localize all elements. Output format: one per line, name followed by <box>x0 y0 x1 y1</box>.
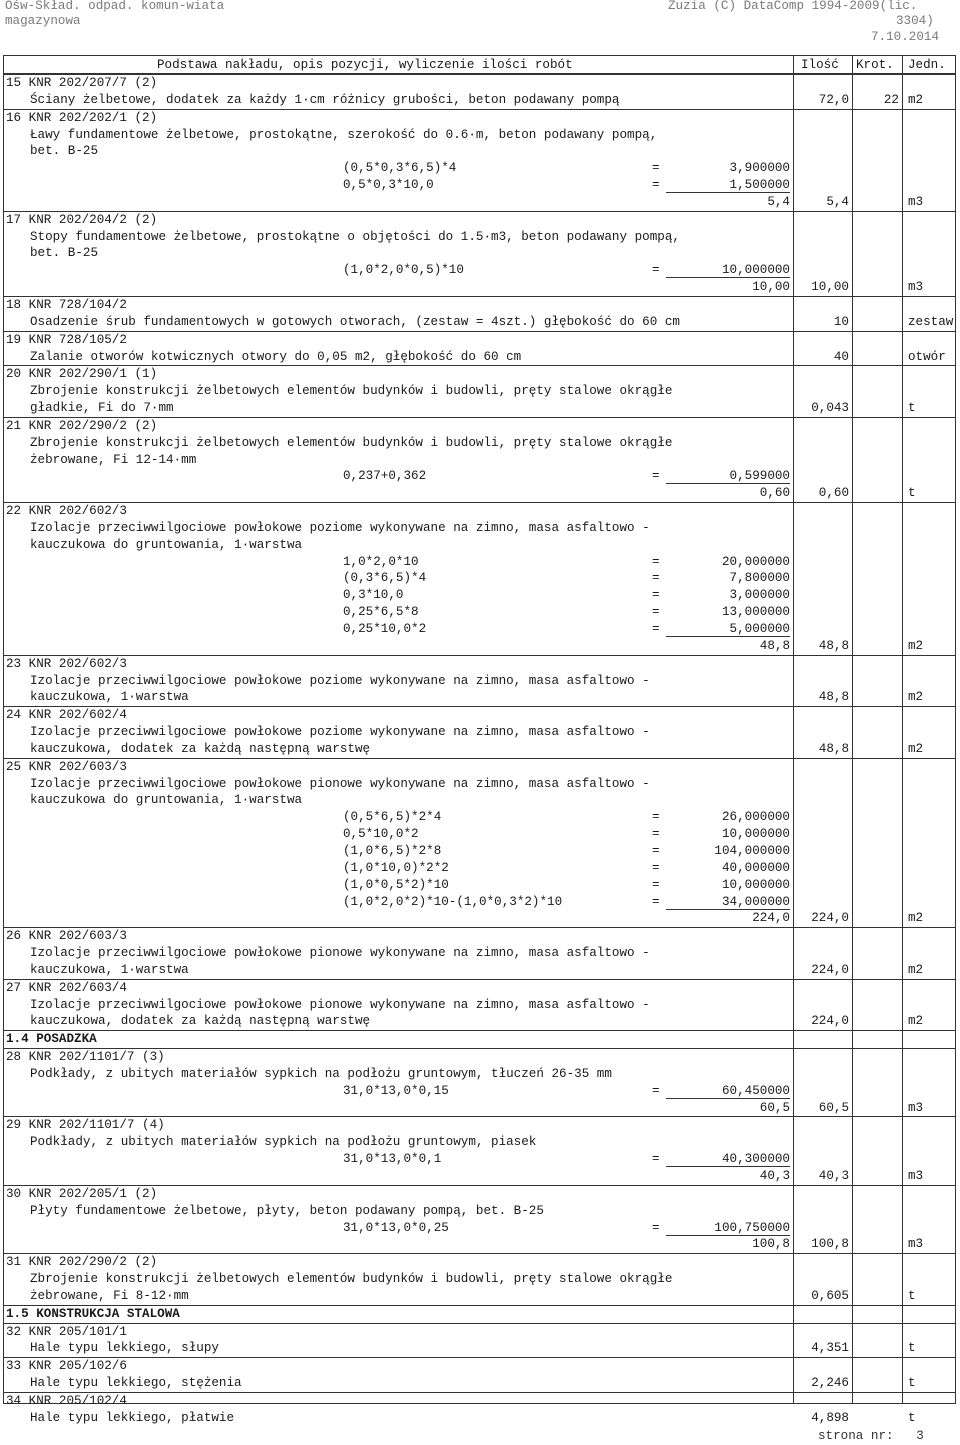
position-code: 20 KNR 202/290/1 (1) <box>6 367 158 382</box>
position-code: 34 KNR 205/102/4 <box>6 1393 127 1408</box>
calc-value <box>730 587 790 604</box>
document-date: 7.10.2014 <box>871 30 940 44</box>
unit-value: m3 <box>908 1237 924 1252</box>
total-value: 100,8 <box>811 1237 849 1252</box>
position-description: Izolacje przeciwwilgociowe powłokowe pionowe wykonywane na zimno, masa asfaltowo - <box>30 946 650 961</box>
quantity-value: 0,043 <box>811 401 849 416</box>
total-value: 5,4 <box>826 194 849 209</box>
description-row <box>4 245 955 262</box>
description-row <box>4 1066 955 1083</box>
position-description: bet. B-25 <box>30 246 99 261</box>
description-row <box>4 962 955 979</box>
position-row <box>4 211 955 229</box>
position-row <box>4 1116 955 1134</box>
calc-value <box>730 160 790 177</box>
position-code: 16 KNR 202/202/1 (2) <box>6 110 158 125</box>
calc-expression: 0,3*10,0 <box>343 588 404 603</box>
position-description: Stopy fundamentowe żelbetowe, prostokątne o objętości do 1.5·m3, beton podawany pompą, <box>30 229 680 244</box>
section-heading-row <box>4 1305 955 1323</box>
unit-value: m2 <box>908 638 924 653</box>
position-description: gładkie, Fi do 7·mm <box>30 401 174 416</box>
equals-sign: = <box>652 605 660 620</box>
calc-expression: 0,25*10,0*2 <box>343 622 427 636</box>
total-value: 60,5 <box>818 1100 849 1115</box>
position-description: żebrowane, Fi 12-14·mm <box>30 452 197 467</box>
calc-value-text: 26,000000 <box>721 810 790 825</box>
position-code: 17 KNR 202/204/2 (2) <box>6 212 158 227</box>
unit-value: t <box>908 401 916 416</box>
total-value: 48,8 <box>818 638 849 653</box>
table-body <box>4 74 955 1427</box>
section-heading: 1.5 KONSTRUKCJA STALOWA <box>6 1306 180 1321</box>
description-row <box>4 143 955 160</box>
calc-expression: (0,5*0,3*6,5)*4 <box>343 161 457 176</box>
position-description: Hale typu lekkiego, płatwie <box>30 1410 235 1425</box>
calc-row <box>4 826 955 843</box>
unit-value: m2 <box>908 962 924 977</box>
position-row <box>4 502 955 520</box>
quantity-value: 72,0 <box>818 92 849 107</box>
calc-expression: (1,0*2,0*0,5)*10 <box>343 263 464 278</box>
position-row <box>4 417 955 435</box>
quantity-value: 224,0 <box>811 962 849 977</box>
calc-value-text: 1,500000 <box>666 178 790 193</box>
position-code: 26 KNR 202/603/3 <box>6 929 127 944</box>
position-description: Ściany żelbetowe, dodatek za każdy 1·cm różnicy grubości, beton podawany pompą <box>30 92 620 107</box>
position-code: 22 KNR 202/602/3 <box>6 504 127 519</box>
position-description: kauczukowa, 1·warstwa <box>30 962 189 977</box>
calc-expression: 1,0*2,0*10 <box>343 554 419 569</box>
unit-value: otwór <box>908 349 946 364</box>
subtotal-qty: 5,4 <box>767 194 790 209</box>
position-code: 23 KNR 202/602/3 <box>6 656 127 671</box>
calc-expression: 31,0*13,0*0,1 <box>343 1152 442 1167</box>
position-code: 33 KNR 205/102/6 <box>6 1359 127 1374</box>
subtotal-qty: 10,00 <box>752 280 790 295</box>
col-unit: Jedn. <box>908 58 946 72</box>
calc-value-text: 60,450000 <box>666 1084 790 1099</box>
description-row <box>4 741 955 758</box>
calc-row <box>4 570 955 587</box>
equals-sign: = <box>652 161 660 176</box>
position-description: Podkłady, z ubitych materiałów sypkich na podłożu gruntowym, tłuczeń 26-35 mm <box>30 1066 612 1081</box>
unit-value: m2 <box>908 741 924 756</box>
position-row <box>4 979 955 997</box>
description-row <box>4 435 955 452</box>
description-row <box>4 1271 955 1288</box>
unit-value: m2 <box>908 1014 924 1029</box>
total-value: 40,3 <box>818 1169 849 1183</box>
subtotal-qty: 40,3 <box>759 1169 790 1183</box>
calc-row <box>4 468 955 485</box>
quantity-value: 48,8 <box>818 690 849 705</box>
subtotal-qty: 224,0 <box>752 911 790 926</box>
subtotal-row <box>4 1100 955 1117</box>
position-code: 21 KNR 202/290/2 (2) <box>6 418 158 433</box>
total-value: 0,60 <box>818 486 849 501</box>
description-row <box>4 724 955 741</box>
description-row <box>4 1410 955 1427</box>
position-row <box>4 1357 955 1375</box>
calc-row <box>4 177 955 194</box>
calc-expression: 0,25*6,5*8 <box>343 605 419 620</box>
position-description: Hale typu lekkiego, słupy <box>30 1341 219 1356</box>
calc-value <box>722 554 790 571</box>
subtotal-row <box>4 1168 955 1185</box>
calc-value <box>666 177 790 194</box>
calc-expression: (0,5*6,5)*2*4 <box>343 810 442 825</box>
description-row <box>4 349 955 366</box>
calc-value-text: 13,000000 <box>721 605 790 620</box>
quantity-value: 40 <box>833 349 849 364</box>
page-value: 3 <box>916 1429 924 1443</box>
unit-value: zestaw <box>908 314 954 329</box>
description-row <box>4 1340 955 1357</box>
calc-row <box>4 809 955 826</box>
calc-value <box>666 1151 790 1168</box>
license-number: 3304) <box>896 14 934 28</box>
calc-value <box>722 877 790 894</box>
position-description: żebrowane, Fi 8-12·mm <box>30 1288 189 1303</box>
cost-table <box>3 55 956 1425</box>
position-row <box>4 331 955 349</box>
subtotal-qty: 60,5 <box>759 1100 790 1115</box>
position-code: 27 KNR 202/603/4 <box>6 980 127 995</box>
equals-sign: = <box>652 469 660 484</box>
total-value: 10,00 <box>811 280 849 295</box>
position-code: 30 KNR 202/205/1 (2) <box>6 1186 158 1201</box>
total-value: 224,0 <box>811 911 849 926</box>
calc-expression: (0,3*6,5)*4 <box>343 571 427 586</box>
position-description: Zbrojenie konstrukcji żelbetowych elementów budynków i budowli, pręty stalowe okrągłe <box>30 384 673 399</box>
equals-sign: = <box>652 860 660 875</box>
unit-value: t <box>908 486 916 501</box>
unit-value: t <box>908 1410 916 1425</box>
calc-value <box>666 468 790 485</box>
equals-sign: = <box>652 810 660 825</box>
quantity-value: 4,898 <box>811 1410 849 1425</box>
position-code: 29 KNR 202/1101/7 (4) <box>6 1118 165 1133</box>
col-times: Krot. <box>856 58 894 72</box>
position-row <box>4 109 955 127</box>
quantity-value: 48,8 <box>818 741 849 756</box>
description-row <box>4 792 955 809</box>
position-code: 31 KNR 202/290/2 (2) <box>6 1255 158 1270</box>
subtotal-row <box>4 910 955 927</box>
position-description: Zbrojenie konstrukcji żelbetowych elementów budynków i budowli, pręty stalowe okrągłe <box>30 435 673 450</box>
description-row <box>4 127 955 144</box>
subtotal-qty: 48,8 <box>759 638 790 653</box>
position-code: 15 KNR 202/207/7 (2) <box>6 76 158 90</box>
calc-row <box>4 262 955 279</box>
calc-row <box>4 843 955 860</box>
subtotal-row <box>4 279 955 296</box>
position-code: 18 KNR 728/104/2 <box>6 297 127 312</box>
calc-value-text: 40,000000 <box>721 860 790 875</box>
calc-row <box>4 1083 955 1100</box>
subtotal-row <box>4 194 955 211</box>
position-description: Zbrojenie konstrukcji żelbetowych elementów budynków i budowli, pręty stalowe okrągłe <box>30 1272 673 1287</box>
position-description: Izolacje przeciwwilgociowe powłokowe poziome wykonywane na zimno, masa asfaltowo - <box>30 520 650 535</box>
calc-value-text: 3,000000 <box>729 588 790 603</box>
description-row <box>4 400 955 417</box>
position-code: 28 KNR 202/1101/7 (3) <box>6 1050 165 1065</box>
unit-value: m3 <box>908 1169 924 1183</box>
table-header <box>4 56 955 74</box>
description-row <box>4 92 955 109</box>
subtotal-row <box>4 485 955 502</box>
position-description: kauczukowa, dodatek za każdą następną warstwę <box>30 1014 371 1029</box>
unit-value: m3 <box>908 194 924 209</box>
position-row <box>4 655 955 673</box>
position-description: Izolacje przeciwwilgociowe powłokowe poziome wykonywane na zimno, masa asfaltowo - <box>30 673 650 688</box>
quantity-value: 10 <box>833 314 849 329</box>
unit-value: m2 <box>908 690 924 705</box>
page-number <box>818 1429 924 1443</box>
calc-value <box>666 621 790 638</box>
calc-value-text: 3,900000 <box>729 161 790 176</box>
calc-expression: (1,0*10,0)*2*2 <box>343 860 449 875</box>
equals-sign: = <box>652 877 660 892</box>
calc-value-text: 34,000000 <box>666 895 790 910</box>
calc-value <box>666 1220 790 1237</box>
description-row <box>4 1013 955 1030</box>
equals-sign: = <box>652 1083 660 1098</box>
position-description: Ławy fundamentowe żelbetowe, prostokątne, szerokość do 0.6·m, beton podawany pompą, <box>30 127 658 142</box>
project-name: Ośw-Skład. odpad. komun-wiata <box>5 0 225 13</box>
equals-sign: = <box>652 178 660 193</box>
position-description: Zalanie otworów kotwicznych otwory do 0,05 m2, głębokość do 60 cm <box>30 349 522 364</box>
section-heading-row <box>4 1030 955 1048</box>
quantity-value: 0,605 <box>811 1288 849 1303</box>
project-name-cont: magazynowa <box>5 14 81 28</box>
calc-row <box>4 587 955 604</box>
position-description: Hale typu lekkiego, stężenia <box>30 1376 242 1391</box>
position-description: Izolacje przeciwwilgociowe powłokowe poziome wykonywane na zimno, masa asfaltowo - <box>30 725 650 740</box>
calc-value-text: 104,000000 <box>714 843 790 858</box>
calc-value-text: 10,000000 <box>666 263 790 278</box>
calc-row <box>4 160 955 177</box>
equals-sign: = <box>652 622 660 636</box>
position-row <box>4 758 955 776</box>
calc-row <box>4 894 955 911</box>
description-row <box>4 776 955 793</box>
description-row <box>4 452 955 469</box>
calc-value-text: 20,000000 <box>721 554 790 569</box>
calc-expression: (1,0*0,5*2)*10 <box>343 877 449 892</box>
description-row <box>4 383 955 400</box>
position-code: 19 KNR 728/105/2 <box>6 332 127 347</box>
equals-sign: = <box>652 843 660 858</box>
position-row <box>4 296 955 314</box>
quantity-value: 4,351 <box>811 1341 849 1356</box>
subtotal-row <box>4 1236 955 1253</box>
calc-expression: 0,237+0,362 <box>343 469 427 484</box>
equals-sign: = <box>652 571 660 586</box>
calc-value <box>722 604 790 621</box>
equals-sign: = <box>652 1220 660 1235</box>
calc-row <box>4 554 955 571</box>
unit-value: t <box>908 1376 916 1391</box>
col-description: Podstawa nakładu, opis pozycji, wyliczenie ilości robót <box>157 58 573 72</box>
position-row <box>4 1323 955 1341</box>
position-row <box>4 365 955 383</box>
calc-expression: 31,0*13,0*0,15 <box>343 1083 449 1098</box>
position-row <box>4 1253 955 1271</box>
quantity-value: 224,0 <box>811 1014 849 1029</box>
description-row <box>4 537 955 554</box>
equals-sign: = <box>652 554 660 569</box>
position-description: Izolacje przeciwwilgociowe powłokowe pionowe wykonywane na zimno, masa asfaltowo - <box>30 776 650 791</box>
position-description: kauczukowa do gruntowania, 1·warstwa <box>30 793 303 808</box>
calc-value <box>722 860 790 877</box>
calc-row <box>4 1151 955 1168</box>
unit-value: t <box>908 1288 916 1303</box>
position-description: kauczukowa, dodatek za każdą następną warstwę <box>30 741 371 756</box>
calc-value-text: 100,750000 <box>666 1221 790 1236</box>
calc-value <box>714 843 790 860</box>
description-row <box>4 229 955 246</box>
position-description: kauczukowa do gruntowania, 1·warstwa <box>30 537 303 552</box>
description-row <box>4 673 955 690</box>
calc-row <box>4 604 955 621</box>
position-row <box>4 706 955 724</box>
page-header <box>0 0 960 50</box>
calc-value-text: 10,000000 <box>721 877 790 892</box>
description-row <box>4 1288 955 1305</box>
description-row <box>4 689 955 706</box>
calc-expression: 0,5*10,0*2 <box>343 827 419 842</box>
position-code: 32 KNR 205/101/1 <box>6 1324 127 1339</box>
calc-row <box>4 877 955 894</box>
calc-row <box>4 621 955 638</box>
page-label: strona nr: <box>818 1429 894 1443</box>
equals-sign: = <box>652 263 660 278</box>
calc-expression: 31,0*13,0*0,25 <box>343 1220 449 1235</box>
description-row <box>4 314 955 331</box>
description-row <box>4 1203 955 1220</box>
calc-value-text: 0,599000 <box>666 469 790 484</box>
position-row <box>4 1048 955 1066</box>
subtotal-row <box>4 638 955 655</box>
subtotal-qty: 100,8 <box>752 1237 790 1252</box>
position-description: Podkłady, z ubitych materiałów sypkich na podłożu gruntowym, piasek <box>30 1135 537 1150</box>
unit-value: m2 <box>908 92 924 107</box>
position-description: bet. B-25 <box>30 144 99 159</box>
calc-expression: (1,0*6,5)*2*8 <box>343 843 442 858</box>
col-qty: Ilość <box>801 58 839 72</box>
unit-value: m3 <box>908 1100 924 1115</box>
calc-value <box>722 826 790 843</box>
position-description: kauczukowa, 1·warstwa <box>30 690 189 705</box>
position-description: Płyty fundamentowe żelbetowe, płyty, beton podawany pompą, bet. B-25 <box>30 1203 544 1218</box>
position-row <box>4 1392 955 1410</box>
position-code: 25 KNR 202/603/3 <box>6 759 127 774</box>
position-code: 24 KNR 202/602/4 <box>6 708 127 723</box>
position-description: Osadzenie śrub fundamentowych w gotowych otworach, (zestaw = 4szt.) głębokość do 60 cm <box>30 314 680 329</box>
calc-value-text: 5,000000 <box>666 622 790 637</box>
position-row <box>4 927 955 945</box>
calc-value <box>722 809 790 826</box>
unit-value: m2 <box>908 911 924 926</box>
unit-value: t <box>908 1341 916 1356</box>
subtotal-qty: 0,60 <box>759 486 790 501</box>
equals-sign: = <box>652 894 660 909</box>
unit-value: m3 <box>908 280 924 295</box>
equals-sign: = <box>652 1152 660 1167</box>
calc-value <box>666 262 790 279</box>
software-info: Zuzia (C) DataComp 1994-2009(lic. <box>668 0 918 13</box>
calc-value <box>666 1083 790 1100</box>
description-row <box>4 1375 955 1392</box>
description-row <box>4 520 955 537</box>
position-row <box>4 74 955 92</box>
quantity-value: 2,246 <box>811 1376 849 1391</box>
calc-expression: 0,5*0,3*10,0 <box>343 178 434 193</box>
section-heading: 1.4 POSADZKA <box>6 1032 97 1047</box>
description-row <box>4 997 955 1014</box>
calc-expression: (1,0*2,0*2)*10-(1,0*0,3*2)*10 <box>343 894 563 909</box>
description-row <box>4 1134 955 1151</box>
calc-value <box>730 570 790 587</box>
description-row <box>4 945 955 962</box>
calc-row <box>4 860 955 877</box>
equals-sign: = <box>652 827 660 842</box>
equals-sign: = <box>652 588 660 603</box>
position-description: Izolacje przeciwwilgociowe powłokowe pionowe wykonywane na zimno, masa asfaltowo - <box>30 997 650 1012</box>
multiplier-value: 22 <box>883 92 899 107</box>
position-row <box>4 1185 955 1203</box>
calc-value-text: 7,800000 <box>729 571 790 586</box>
calc-value-text: 40,300000 <box>666 1152 790 1167</box>
calc-value <box>666 894 790 911</box>
calc-row <box>4 1220 955 1237</box>
calc-value-text: 10,000000 <box>721 827 790 842</box>
